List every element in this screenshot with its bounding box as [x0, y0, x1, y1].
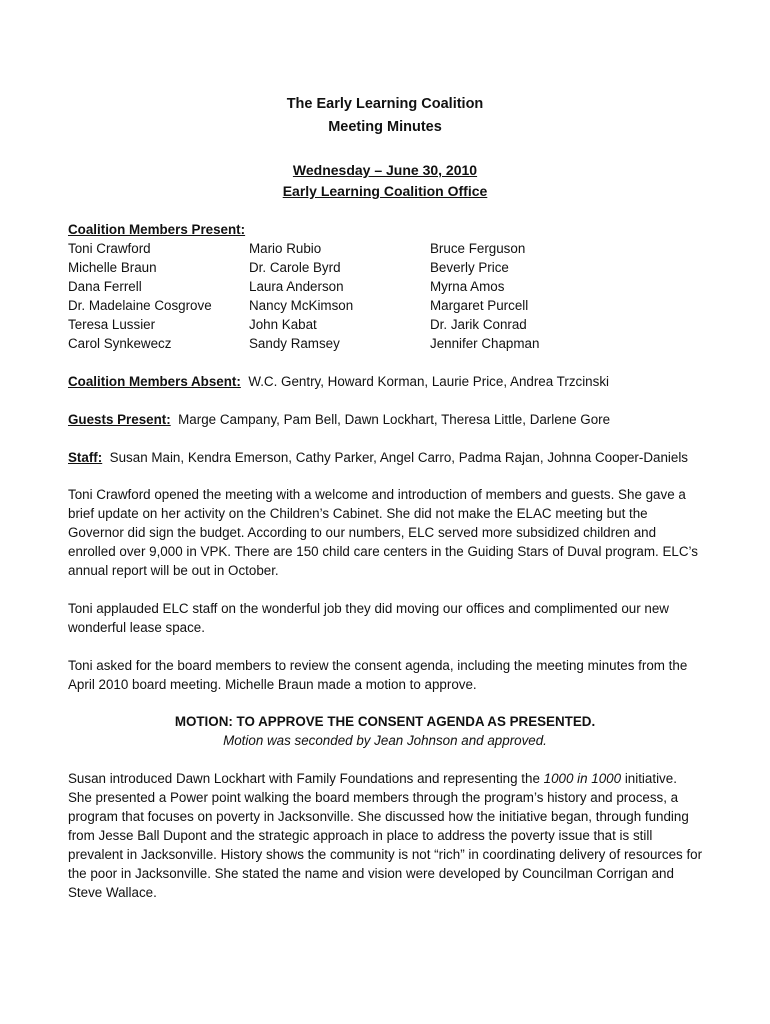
members-absent-line: [68, 372, 718, 391]
meeting-date: Wednesday – June 30, 2010: [292, 162, 478, 178]
paragraph-presentation: [68, 769, 704, 902]
guests-heading: Guests Present:: [68, 412, 171, 427]
motion-block: [0, 712, 770, 750]
member-name: Dr. Carole Byrd: [249, 260, 341, 275]
member-name: Teresa Lussier: [68, 317, 156, 332]
member-name: Carol Synkewecz: [68, 336, 172, 351]
member-name: Nancy McKimson: [249, 298, 354, 313]
paragraph-text: initiative. She presented a Power point walking the board members through the program’s history and process, a program that focuses on poverty in Jacksonville. She discussed how the initiative began, through funding from Jesse Ball Dupont and the strategic approach in place to address the poverty issue that is still prevalent in Jacksonville. History shows the community is not “rich” in coordinating delivery of resources for the poor in Jacksonville. She stated the name and vision were developed by Councilman Corrigan and Steve Wallace.: [68, 771, 703, 900]
members-absent-names: W.C. Gentry, Howard Korman, Laurie Price, Andrea Trzcinski: [248, 374, 609, 389]
member-row: [68, 258, 718, 277]
member-row: [68, 315, 718, 334]
member-name: Toni Crawford: [68, 241, 151, 256]
members-present-section: [68, 220, 718, 353]
staff-names: Susan Main, Kendra Emerson, Cathy Parker, Angel Carro, Padma Rajan, Johnna Cooper-Daniels: [109, 450, 689, 465]
member-name: Mario Rubio: [249, 241, 322, 256]
member-name: Sandy Ramsey: [249, 336, 340, 351]
meeting-location: Early Learning Coalition Office: [282, 183, 488, 199]
staff-line: [68, 448, 718, 467]
initiative-name: 1000 in 1000: [543, 771, 622, 786]
member-name: Jennifer Chapman: [430, 336, 540, 351]
paragraph-staff-applause: Toni applauded ELC staff on the wonderful job they did moving our offices and complimented our new wonderful lease space.: [68, 601, 669, 635]
member-row: [68, 277, 718, 296]
motion-result: Motion was seconded by Jean Johnson and approved.: [223, 733, 547, 748]
member-name: Beverly Price: [430, 260, 509, 275]
member-name: Margaret Purcell: [430, 298, 529, 313]
member-row: [68, 239, 718, 258]
member-name: John Kabat: [249, 317, 317, 332]
member-row: [68, 296, 718, 315]
document-title: The Early Learning Coalition: [286, 96, 484, 112]
document-subtitle: Meeting Minutes: [328, 119, 442, 135]
guests-names: Marge Campany, Pam Bell, Dawn Lockhart, Theresa Little, Darlene Gore: [178, 412, 611, 427]
member-name: Dr. Jarik Conrad: [430, 317, 527, 332]
guests-line: [68, 410, 718, 429]
members-absent-heading: Coalition Members Absent:: [68, 374, 241, 389]
paragraph-consent-agenda: Toni asked for the board members to review the consent agenda, including the meeting minutes from the April 2010 board meeting. Michelle Braun made a motion to approve.: [68, 658, 688, 692]
paragraph-opening: Toni Crawford opened the meeting with a welcome and introduction of members and guests. She gave a brief update on her activity on the Children’s Cabinet. She did not make the ELAC meeting but the Governor did sign the budget. According to our numbers, ELC served more subsidized children and enrolled over 9,000 in VPK. There are 150 child care centers in the Guiding Stars of Duval program. ELC’s annual report will be out in October.: [68, 487, 698, 578]
staff-heading: Staff:: [68, 450, 103, 465]
member-row: [68, 334, 718, 353]
member-name: Myrna Amos: [430, 279, 505, 294]
member-name: Dr. Madelaine Cosgrove: [68, 298, 212, 313]
member-name: Bruce Ferguson: [430, 241, 526, 256]
member-name: Laura Anderson: [249, 279, 344, 294]
member-name: Dana Ferrell: [68, 279, 142, 294]
motion-statement: MOTION: TO APPROVE THE CONSENT AGENDA AS PRESENTED.: [174, 714, 596, 729]
paragraph-text: Susan introduced Dawn Lockhart with Family Foundations and representing the: [68, 771, 544, 786]
members-present-heading: Coalition Members Present:: [68, 222, 246, 237]
member-name: Michelle Braun: [68, 260, 157, 275]
